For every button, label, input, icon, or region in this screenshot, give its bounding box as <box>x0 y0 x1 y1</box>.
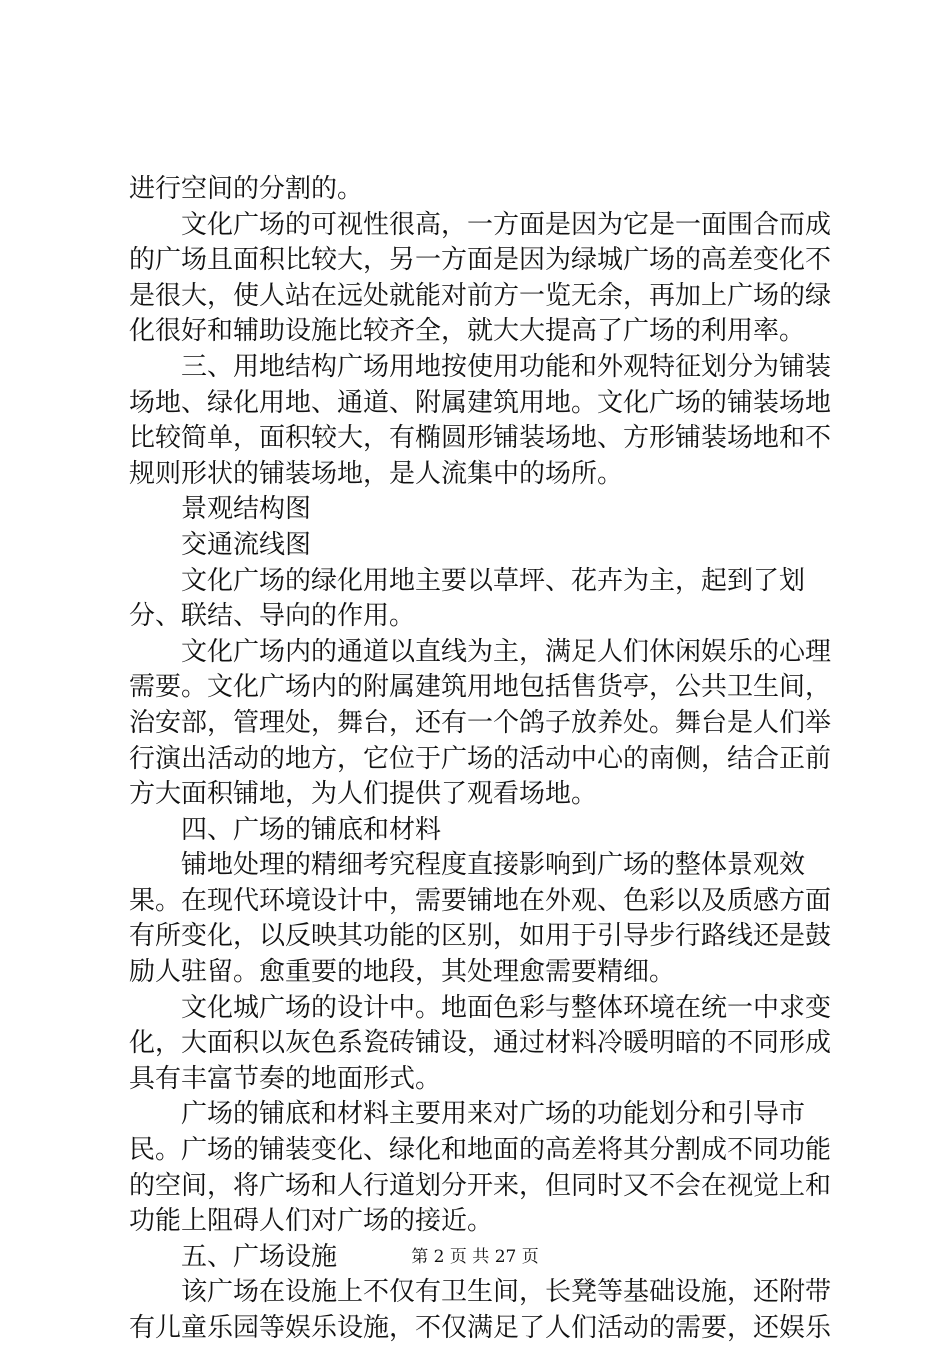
paragraph: 进行空间的分割的。 <box>129 174 364 204</box>
paragraph: 铺地处理的精细考究程度直接影响到广场的整体景观效果。在现代环境设计中，需要铺地在外观、色彩以及质感方面有所变化，以反映其功能的区别，如用于引导步行路线还是鼓励人驻留。愈重要的地段，其处理愈需要精细。 <box>129 850 832 988</box>
paragraph: 文化广场的可视性很高，一方面是因为它是一面围合而成的广场且面积比较大，另一方面是因为绿城广场的高差变化不是很大，使人站在远处就能对前方一览无余，再加上广场的绿化很好和辅助设施比较齐全，就大大提高了广场的利用率。 <box>129 209 832 347</box>
section-heading: 四、广场的铺底和材料 <box>181 814 442 845</box>
paragraph: 广场的铺底和材料主要用来对广场的功能划分和引导市民。广场的铺装变化、绿化和地面的高差将其分割成不同功能的空间，将广场和人行道划分开来，但同时又不会在视觉上和功能上阻碍人们对广场的接近。 <box>129 1099 832 1237</box>
paragraph: 文化广场内的通道以直线为主，满足人们休闲娱乐的心理需要。文化广场内的附属建筑用地包括售货亭，公共卫生间，治安部，管理处，舞台，还有一个鸽子放养处。舞台是人们举行演出活动的地方，它位于广场的活动中心的南侧，结合正前方大面积铺地，为人们提供了观看场地。 <box>129 636 832 810</box>
paragraph: 三、用地结构广场用地按使用功能和外观特征划分为铺装场地、绿化用地、通道、附属建筑用地。文化广场的铺装场地比较简单，面积较大，有椭圆形铺装场地、方形铺装场地和不规则形状的铺装场地，是人流集中的场所。 <box>129 351 832 489</box>
figure-caption: 交通流线图 <box>181 529 312 560</box>
paragraph: 该广场在设施上不仅有卫生间，长凳等基础设施，还附带有儿童乐园等娱乐设施，不仅满足了人们活动的需要，还娱乐 <box>129 1277 832 1343</box>
figure-caption: 景观结构图 <box>181 494 312 525</box>
section-heading: 五、广场设施 <box>181 1241 338 1272</box>
paragraph: 文化广场的绿化用地主要以草坪、花卉为主，起到了划分、联结、导向的作用。 <box>129 565 806 632</box>
page-number-footer: 第 2 页 共 27 页 <box>411 1247 539 1267</box>
document-body <box>129 172 835 1347</box>
paragraph: 文化城广场的设计中。地面色彩与整体环境在统一中求变化，大面积以灰色系瓷砖铺设，通过材料冷暖明暗的不同形成具有丰富节奏的地面形式。 <box>129 992 832 1094</box>
